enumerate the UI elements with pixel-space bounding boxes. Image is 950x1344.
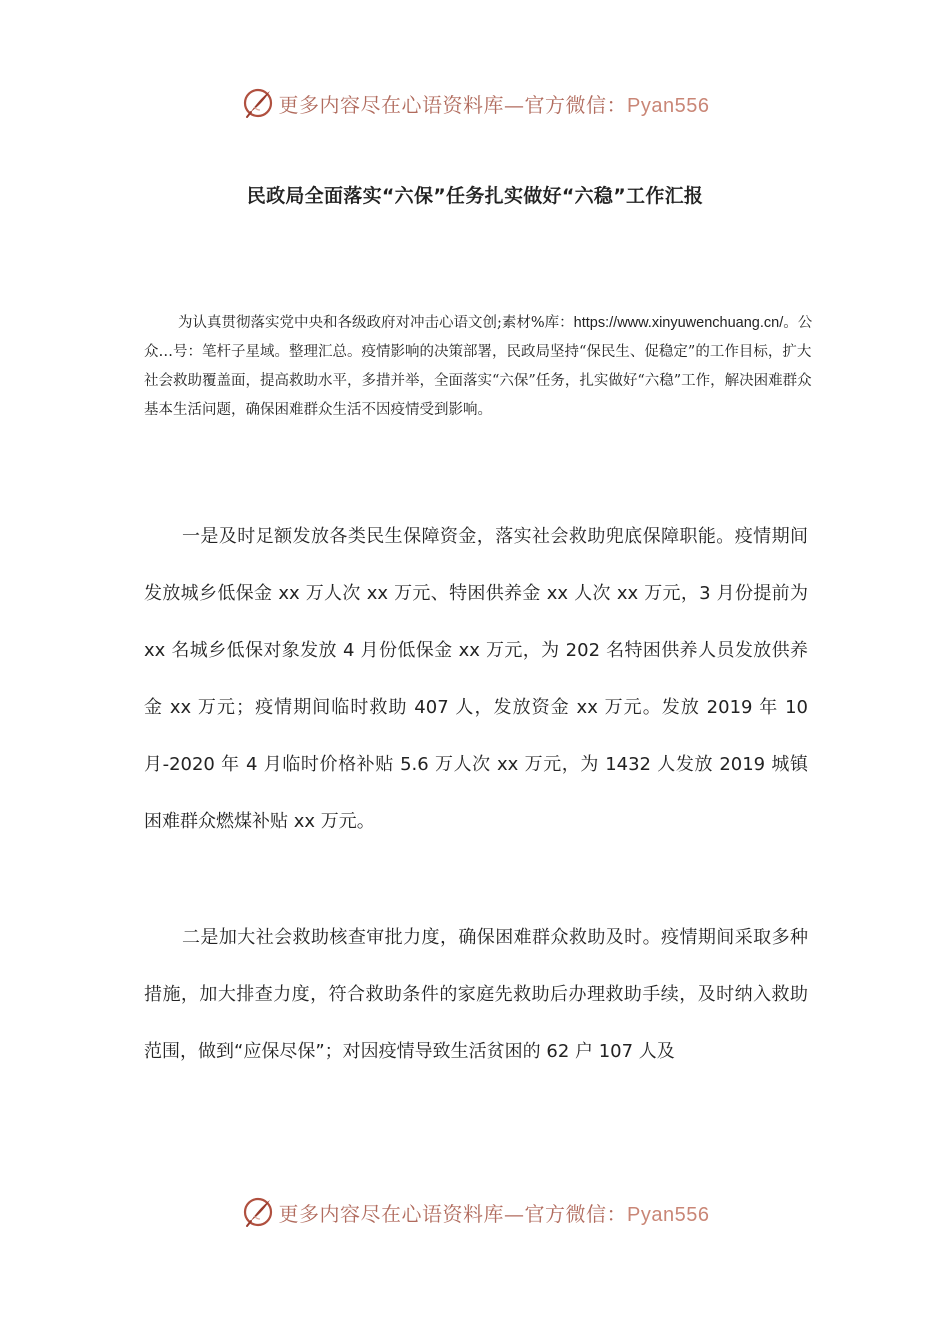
quill-logo-icon (241, 86, 275, 120)
body-paragraph-1: 一是及时足额发放各类民生保障资金，落实社会救助兜底保障职能。疫情期间发放城乡低保金 xx 万人次 xx 万元、特困供养金 xx 人次 xx 万元，3 月份提前为 xx 名城乡低保对象发放 4 月份低保金 xx 万元，为 202 名特困供养人员发放供养金 xx 万元；疫情期间临时救助 407 人，发放资金 xx 万元。发放 2019 年 10 月-2020 年 4 月临时价格补贴 5.6 万人次 xx 万元，为 1432 人发放 2019 城镇困难群众燃煤补贴 xx 万元。 (144, 526, 808, 832)
wechat-handle: Pyan556 (627, 94, 710, 117)
watermark-banner-bottom (0, 1192, 950, 1232)
watermark-label: 更多内容尽在心语资料库—官方微信： (278, 1201, 628, 1226)
quill-logo-icon (241, 1195, 275, 1229)
intro-rest: 。公众…号：笔杆子星域。整理汇总。疫情影响的决策部署，民政局坚持“保民生、促稳定”的工作目标，扩大社会救助覆盖面，提高救助水平，多措并举，全面落实“六保”任务，扎实做好“六稳”工作，解决困难群众基本生活问题，确保困难群众生活不因疫情受到影响。 (144, 315, 813, 418)
document-title: 民政局全面落实“六保”任务扎实做好“六稳”工作汇报 (246, 185, 704, 207)
source-url: https://www.xinyuwenchuang.cn/ (573, 315, 784, 331)
watermark-label: 更多内容尽在心语资料库—官方微信： (278, 92, 628, 117)
wechat-handle: Pyan556 (627, 1203, 710, 1226)
body-paragraph-2: 二是加大社会救助核查审批力度，确保困难群众救助及时。疫情期间采取多种措施，加大排查力度，符合救助条件的家庭先救助后办理救助手续，及时纳入救助范围，做到“应保尽保”；对因疫情导致生活贫困的 62 户 107 人及 (144, 927, 808, 1062)
watermark-text (279, 89, 710, 118)
intro-paragraph (144, 309, 814, 425)
watermark-banner-top (0, 83, 950, 123)
watermark-text (279, 1198, 710, 1227)
intro-lead: 为认真贯彻落实党中央和各级政府对冲击心语文创;素材%库： (178, 315, 574, 331)
